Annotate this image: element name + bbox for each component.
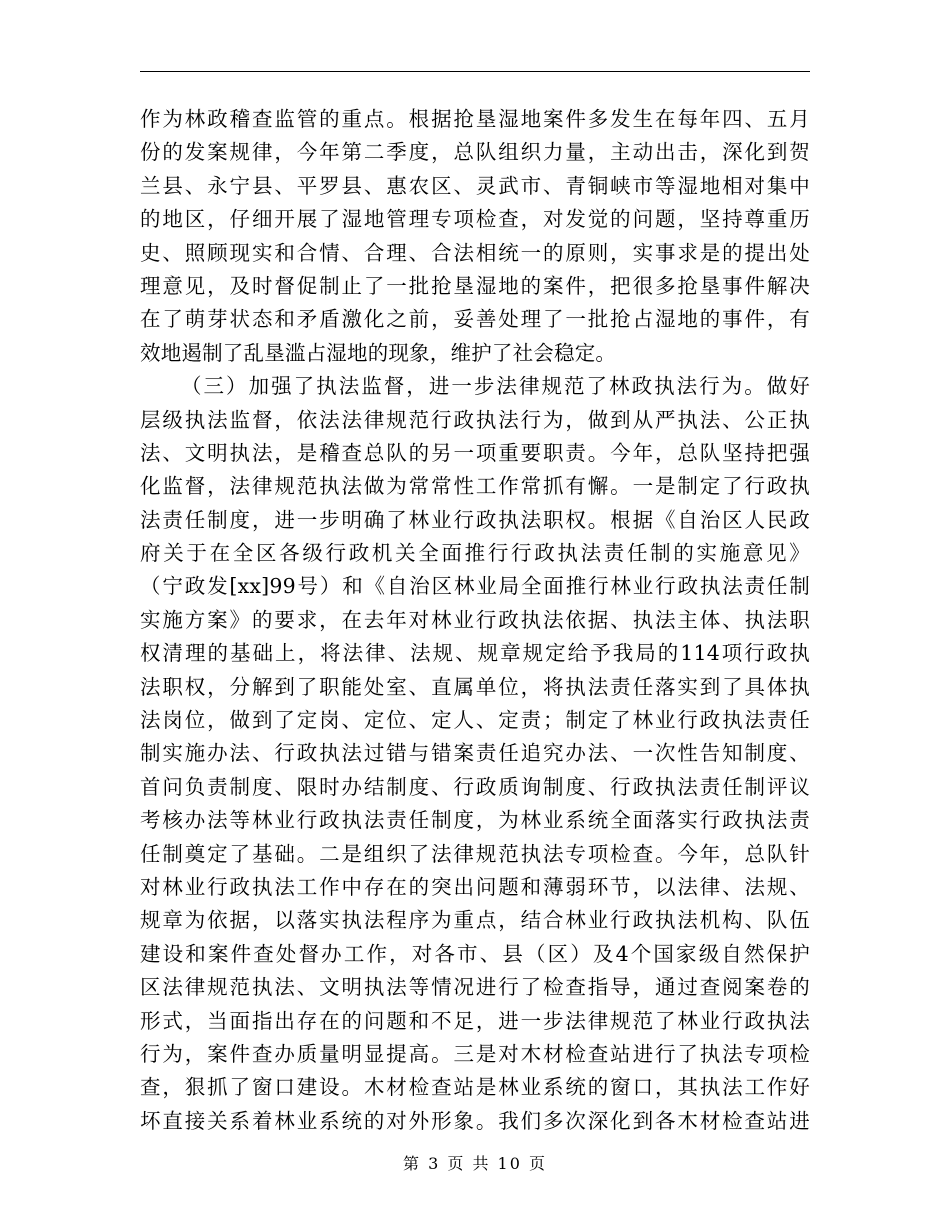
paragraph-line: 任制奠定了基础。二是组织了法律规范执法专项检查。今年，总队针 xyxy=(140,841,810,866)
paragraph-line: 理意见，及时督促制止了一批抢垦湿地的案件，把很多抢垦事件解决 xyxy=(140,273,810,298)
paragraph-line: 份的发案规律，今年第二季度，总队组织力量，主动出击，深化到贺 xyxy=(140,140,810,165)
paragraph-line: 府关于在全区各级行政机关全面推行行政执法责任制的实施意见》 xyxy=(140,541,810,566)
paragraph-line: 形式，当面指出存在的问题和不足，进一步法律规范了林业行政执法 xyxy=(140,1008,810,1033)
paragraph-line: 对林业行政执法工作中存在的突出问题和薄弱环节，以法律、法规、 xyxy=(140,874,810,899)
paragraph-line: 建设和案件查处督办工作，对各市、县（区）及4个国家级自然保护 xyxy=(140,941,810,966)
paragraph-line: 法、文明执法，是稽查总队的另一项重要职责。今年，总队坚持把强 xyxy=(140,440,810,465)
paragraph-line: 坏直接关系着林业系统的对外形象。我们多次深化到各木材检查站进 xyxy=(140,1108,810,1133)
paragraph-line: 规章为依据，以落实执法程序为重点，结合林业行政执法机构、队伍 xyxy=(140,908,810,933)
paragraph-line: 法职权，分解到了职能处室、直属单位，将执法责任落实到了具体执 xyxy=(140,674,810,699)
paragraph-line: 法责任制度，进一步明确了林业行政执法职权。根据《自治区人民政 xyxy=(140,507,810,532)
paragraph-line: 首问负责制度、限时办结制度、行政质询制度、行政执法责任制评议 xyxy=(140,774,810,799)
paragraph-line: 化监督，法律规范执法做为常常性工作常抓有懈。一是制定了行政执 xyxy=(140,474,810,499)
paragraph-line: 层级执法监督，依法法律规范行政执法行为，做到从严执法、公正执 xyxy=(140,407,810,432)
page-number-footer: 第 3 页 共 10 页 xyxy=(403,1154,547,1173)
paragraph-line: 在了萌芽状态和矛盾激化之前，妥善处理了一批抢占湿地的事件，有 xyxy=(140,307,810,332)
paragraph-line: 查，狠抓了窗口建设。木材检查站是林业系统的窗口，其执法工作好 xyxy=(140,1075,810,1100)
paragraph-line: 实施方案》的要求，在去年对林业行政执法依据、执法主体、执法职 xyxy=(140,607,810,632)
paragraph-line: 行为，案件查办质量明显提高。三是对木材检查站进行了执法专项检 xyxy=(140,1041,810,1066)
paragraph-line: 效地遏制了乱垦滥占湿地的现象，维护了社会稳定。 xyxy=(140,340,617,365)
paragraph-line: 权清理的基础上，将法律、法规、规章规定给予我局的114项行政执 xyxy=(140,641,810,666)
header-rule xyxy=(140,71,810,72)
document-body xyxy=(140,103,810,1138)
paragraph-line: 法岗位，做到了定岗、定位、定人、定责；制定了林业行政执法责任 xyxy=(140,708,810,733)
paragraph-line: 史、照顾现实和合情、合理、合法相统一的原则，实事求是的提出处 xyxy=(140,240,810,265)
section-heading-line: （三）加强了执法监督，进一步法律规范了林政执法行为。做好 xyxy=(181,374,810,399)
paragraph-line: 区法律规范执法、文明执法等情况进行了检查指导，通过查阅案卷的 xyxy=(140,975,810,1000)
paragraph-line: 的地区，仔细开展了湿地管理专项检查，对发觉的问题，坚持尊重历 xyxy=(140,207,810,232)
paragraph-line: 作为林政稽查监管的重点。根据抢垦湿地案件多发生在每年四、五月 xyxy=(140,107,810,131)
paragraph-line: 兰县、永宁县、平罗县、惠农区、灵武市、青铜峡市等湿地相对集中 xyxy=(140,173,810,198)
paragraph-line: 制实施办法、行政执法过错与错案责任追究办法、一次性告知制度、 xyxy=(140,741,810,766)
paragraph-line: 考核办法等林业行政执法责任制度，为林业系统全面落实行政执法责 xyxy=(140,808,810,833)
paragraph-line: （宁政发[xx]99号）和《自治区林业局全面推行林业行政执法责任制 xyxy=(140,574,810,599)
